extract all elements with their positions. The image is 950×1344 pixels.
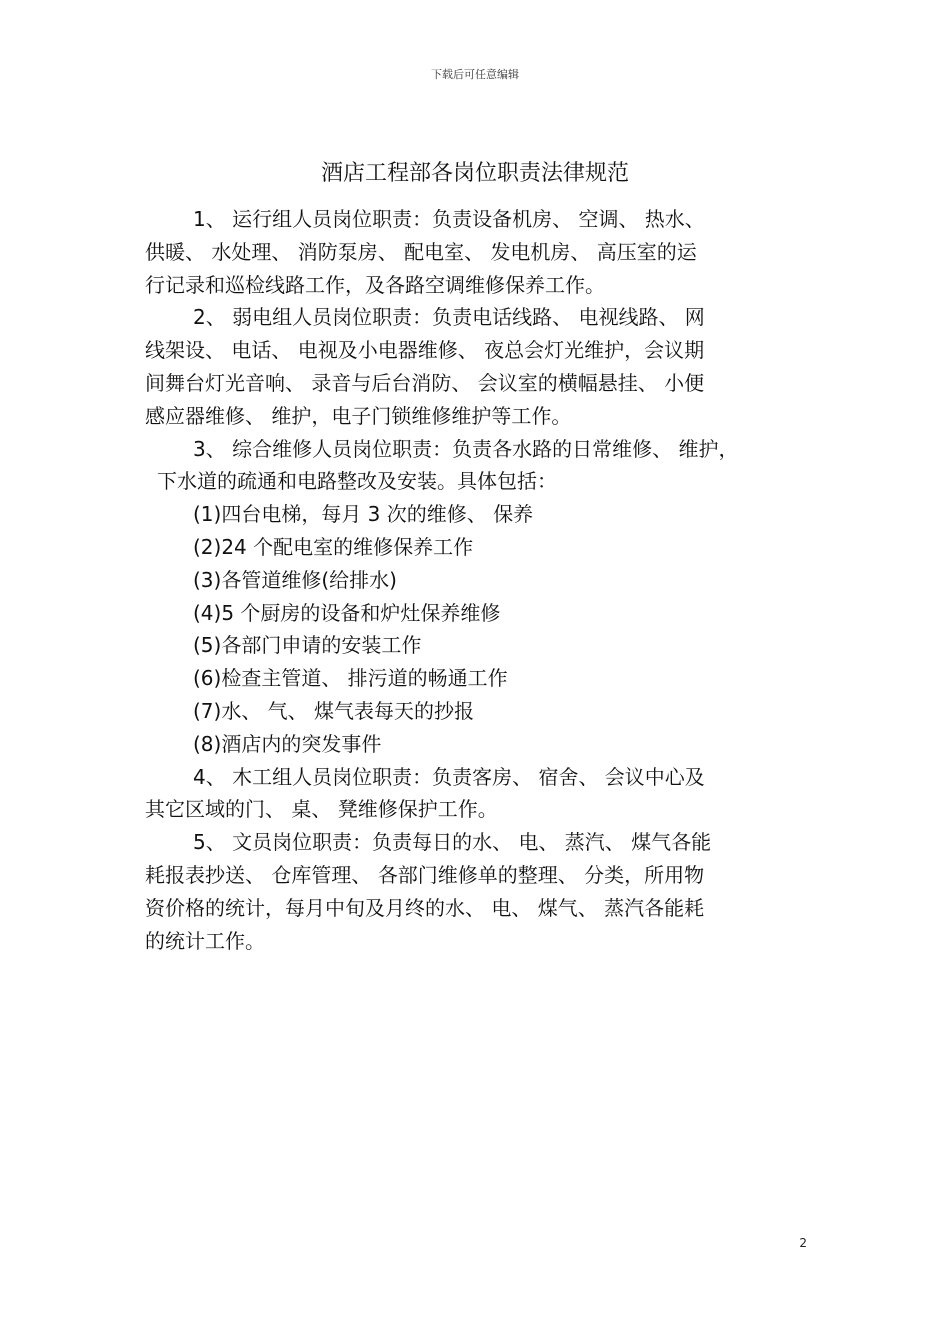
text-line: 间舞台灯光音响、 录音与后台消防、 会议室的横幅悬挂、 小便 (145, 370, 705, 395)
text-line: 1、 运行组人员岗位职责：负责设备机房、 空调、 热水、 (193, 207, 705, 231)
text-line: 的统计工作。 (145, 928, 265, 953)
text-line: 5、 文员岗位职责：负责每日的水、 电、 蒸汽、 煤气各能 (193, 830, 712, 855)
text-line: 其它区域的门、 桌、 凳维修保护工作。 (145, 797, 498, 822)
list-item: (3)各管道维修(给排水) (193, 567, 397, 592)
text-line: 行记录和巡检线路工作，及各路空调维修保养工作。 (145, 272, 605, 297)
header-note: 下载后可任意编辑 (431, 68, 519, 81)
page-number: 2 (799, 1236, 807, 1250)
text-line: 资价格的统计，每月中旬及月终的水、 电、 煤气、 蒸汽各能耗 (145, 895, 705, 920)
text-line: 下水道的疏通和电路整改及安装。具体包括： (157, 469, 557, 494)
text-line: 4、 木工组人员岗位职责：负责客房、 宿舍、 会议中心及 (193, 764, 705, 789)
list-item: (1)四台电梯，每月 3 次的维修、 保养 (193, 502, 534, 527)
text-line: 耗报表抄送、 仓库管理、 各部门维修单的整理、 分类，所用物 (145, 862, 705, 887)
text-line: 感应器维修、 维护，电子门锁维修维护等工作。 (145, 403, 572, 428)
text-line: 线架设、 电话、 电视及小电器维修、 夜总会灯光维护，会议期 (145, 338, 705, 363)
list-item: (7)水、 气、 煤气表每天的抄报 (193, 698, 475, 723)
list-item: (6)检查主管道、 排污道的畅通工作 (193, 666, 508, 691)
text-line: 2、 弱电组人员岗位职责：负责电话线路、 电视线路、 网 (193, 305, 705, 330)
list-item: (5)各部门申请的安装工作 (193, 633, 422, 658)
text-line: 供暖、 水处理、 消防泵房、 配电室、 发电机房、 高压室的运 (145, 239, 697, 264)
text-line: 3、 综合维修人员岗位职责：负责各水路的日常维修、 维护， (193, 436, 739, 461)
list-item: (4)5 个厨房的设备和炉灶保养维修 (193, 600, 501, 625)
list-item: (8)酒店内的突发事件 (193, 731, 382, 756)
list-item: (2)24 个配电室的维修保养工作 (193, 534, 474, 559)
document-body (145, 203, 810, 957)
document-title: 酒店工程部各岗位职责法律规范 (320, 161, 629, 186)
